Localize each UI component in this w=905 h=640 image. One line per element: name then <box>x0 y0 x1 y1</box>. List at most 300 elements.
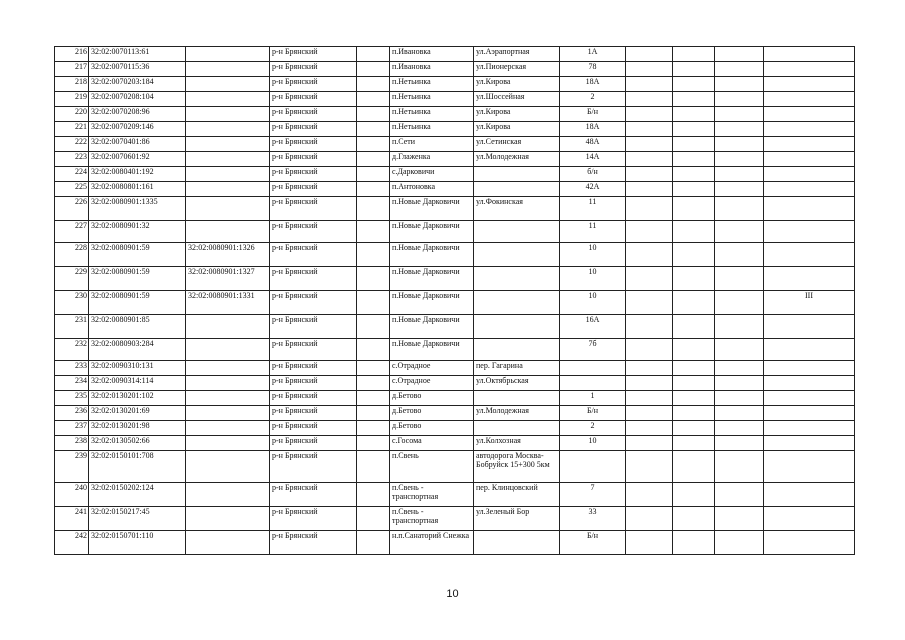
locality: п.Новые Дарковичи <box>390 243 474 267</box>
row-number: 227 <box>55 221 89 243</box>
street <box>474 339 560 361</box>
empty-cell <box>626 267 673 291</box>
row-number: 234 <box>55 376 89 391</box>
street: ул.Шоссейная <box>474 92 560 107</box>
locality: п.Антоновка <box>390 182 474 197</box>
row-number: 241 <box>55 507 89 531</box>
empty-cell <box>357 451 390 483</box>
table-row <box>55 47 855 62</box>
locality: д.Бетово <box>390 406 474 421</box>
empty-cell <box>715 361 764 376</box>
district: р-н Брянский <box>270 62 357 77</box>
cadastral-number: 32:02:0130201:69 <box>89 406 186 421</box>
street: автодорога Москва-Бобруйск 15+300 5км <box>474 451 560 483</box>
empty-cell <box>673 483 715 507</box>
empty-cell <box>673 243 715 267</box>
row-number: 226 <box>55 197 89 221</box>
row-number: 232 <box>55 339 89 361</box>
empty-cell <box>673 339 715 361</box>
district: р-н Брянский <box>270 291 357 315</box>
empty-cell <box>357 291 390 315</box>
district: р-н Брянский <box>270 267 357 291</box>
district: р-н Брянский <box>270 47 357 62</box>
empty-cell <box>715 62 764 77</box>
street <box>474 531 560 555</box>
house-number: 11 <box>560 221 626 243</box>
table-row <box>55 391 855 406</box>
extra-cadastral-number <box>186 152 270 167</box>
street <box>474 221 560 243</box>
cadastral-number: 32:02:0070209:146 <box>89 122 186 137</box>
empty-cell <box>715 406 764 421</box>
district: р-н Брянский <box>270 137 357 152</box>
table-row <box>55 421 855 436</box>
empty-cell <box>715 92 764 107</box>
district: р-н Брянский <box>270 315 357 339</box>
extra-mark <box>764 77 855 92</box>
empty-cell <box>626 421 673 436</box>
district: р-н Брянский <box>270 361 357 376</box>
row-number: 229 <box>55 267 89 291</box>
extra-mark: III <box>764 291 855 315</box>
empty-cell <box>715 421 764 436</box>
empty-cell <box>626 152 673 167</box>
row-number: 217 <box>55 62 89 77</box>
empty-cell <box>626 137 673 152</box>
row-number: 224 <box>55 167 89 182</box>
locality: п.Ивановка <box>390 62 474 77</box>
empty-cell <box>715 107 764 122</box>
table-row <box>55 243 855 267</box>
table-row <box>55 531 855 555</box>
row-number: 233 <box>55 361 89 376</box>
house-number <box>560 361 626 376</box>
extra-cadastral-number <box>186 122 270 137</box>
extra-mark <box>764 451 855 483</box>
house-number: 11 <box>560 197 626 221</box>
table-row <box>55 361 855 376</box>
empty-cell <box>673 152 715 167</box>
street: ул.Фокинская <box>474 197 560 221</box>
house-number: 7б <box>560 339 626 361</box>
house-number: 1 <box>560 391 626 406</box>
cadastral-number: 32:02:0080901:59 <box>89 243 186 267</box>
row-number: 225 <box>55 182 89 197</box>
table-row <box>55 122 855 137</box>
extra-cadastral-number <box>186 361 270 376</box>
empty-cell <box>715 221 764 243</box>
table-row <box>55 107 855 122</box>
empty-cell <box>715 243 764 267</box>
empty-cell <box>626 243 673 267</box>
empty-cell <box>357 339 390 361</box>
extra-cadastral-number <box>186 62 270 77</box>
empty-cell <box>715 152 764 167</box>
row-number: 231 <box>55 315 89 339</box>
cadastral-number: 32:02:0150701:110 <box>89 531 186 555</box>
house-number: 10 <box>560 291 626 315</box>
table-row <box>55 483 855 507</box>
row-number: 238 <box>55 436 89 451</box>
empty-cell <box>626 483 673 507</box>
district: р-н Брянский <box>270 339 357 361</box>
cadastral-number: 32:02:0150101:708 <box>89 451 186 483</box>
cadastral-number: 32:02:0070203:184 <box>89 77 186 92</box>
street: пер. Гагарина <box>474 361 560 376</box>
empty-cell <box>715 182 764 197</box>
cadastral-number: 32:02:0150217:45 <box>89 507 186 531</box>
empty-cell <box>715 77 764 92</box>
table-row <box>55 152 855 167</box>
empty-cell <box>673 92 715 107</box>
empty-cell <box>715 137 764 152</box>
row-number: 230 <box>55 291 89 315</box>
table-row <box>55 315 855 339</box>
extra-cadastral-number <box>186 92 270 107</box>
empty-cell <box>626 182 673 197</box>
cadastral-number: 32:02:0090310:131 <box>89 361 186 376</box>
empty-cell <box>357 421 390 436</box>
locality: п.Сети <box>390 137 474 152</box>
empty-cell <box>715 47 764 62</box>
cadastral-number: 32:02:0150202:124 <box>89 483 186 507</box>
empty-cell <box>357 406 390 421</box>
empty-cell <box>673 47 715 62</box>
extra-cadastral-number <box>186 137 270 152</box>
empty-cell <box>673 197 715 221</box>
cadastral-number: 32:02:0130502:66 <box>89 436 186 451</box>
street <box>474 267 560 291</box>
empty-cell <box>626 122 673 137</box>
extra-cadastral-number <box>186 221 270 243</box>
cadastral-number: 32:02:0080901:85 <box>89 315 186 339</box>
extra-cadastral-number <box>186 107 270 122</box>
extra-cadastral-number <box>186 391 270 406</box>
empty-cell <box>357 62 390 77</box>
empty-cell <box>626 167 673 182</box>
empty-cell <box>357 267 390 291</box>
empty-cell <box>357 243 390 267</box>
empty-cell <box>673 376 715 391</box>
cadastral-number: 32:02:0080901:59 <box>89 267 186 291</box>
locality: п.Свень - транспортная <box>390 483 474 507</box>
district: р-н Брянский <box>270 92 357 107</box>
house-number: б/н <box>560 167 626 182</box>
empty-cell <box>673 291 715 315</box>
extra-mark <box>764 376 855 391</box>
district: р-н Брянский <box>270 107 357 122</box>
district: р-н Брянский <box>270 507 357 531</box>
empty-cell <box>626 451 673 483</box>
district: р-н Брянский <box>270 77 357 92</box>
table-row <box>55 339 855 361</box>
street: ул.Кирова <box>474 122 560 137</box>
empty-cell <box>715 267 764 291</box>
street <box>474 315 560 339</box>
table-row <box>55 197 855 221</box>
table-row <box>55 436 855 451</box>
house-number: 2 <box>560 92 626 107</box>
extra-mark <box>764 167 855 182</box>
empty-cell <box>715 507 764 531</box>
extra-mark <box>764 421 855 436</box>
empty-cell <box>673 507 715 531</box>
extra-mark <box>764 267 855 291</box>
district: р-н Брянский <box>270 531 357 555</box>
empty-cell <box>673 267 715 291</box>
extra-mark <box>764 483 855 507</box>
locality: д.Глаженка <box>390 152 474 167</box>
empty-cell <box>626 77 673 92</box>
row-number: 222 <box>55 137 89 152</box>
locality: д.Бетово <box>390 391 474 406</box>
empty-cell <box>626 436 673 451</box>
empty-cell <box>673 421 715 436</box>
street: ул.Молодежная <box>474 406 560 421</box>
street: ул.Кирова <box>474 77 560 92</box>
street: пер. Клинцовский <box>474 483 560 507</box>
empty-cell <box>357 483 390 507</box>
extra-cadastral-number <box>186 182 270 197</box>
street: ул.Октябрьская <box>474 376 560 391</box>
empty-cell <box>673 167 715 182</box>
cadastral-number: 32:02:0080401:192 <box>89 167 186 182</box>
locality: п.Свень - транспортная <box>390 507 474 531</box>
street: ул.Сетинская <box>474 137 560 152</box>
locality: п.Новые Дарковичи <box>390 221 474 243</box>
empty-cell <box>626 376 673 391</box>
locality: п.Ивановка <box>390 47 474 62</box>
empty-cell <box>673 361 715 376</box>
table-row <box>55 376 855 391</box>
extra-cadastral-number <box>186 197 270 221</box>
empty-cell <box>673 406 715 421</box>
extra-mark <box>764 221 855 243</box>
district: р-н Брянский <box>270 197 357 221</box>
street <box>474 391 560 406</box>
district: р-н Брянский <box>270 483 357 507</box>
table-row <box>55 182 855 197</box>
cadastral-number: 32:02:0080901:59 <box>89 291 186 315</box>
empty-cell <box>357 197 390 221</box>
empty-cell <box>673 182 715 197</box>
extra-cadastral-number <box>186 483 270 507</box>
extra-mark <box>764 47 855 62</box>
registry-table <box>54 46 855 555</box>
extra-mark <box>764 152 855 167</box>
street <box>474 291 560 315</box>
extra-mark <box>764 137 855 152</box>
empty-cell <box>715 483 764 507</box>
street: ул.Зеленый Бор <box>474 507 560 531</box>
locality: п.Нетьинка <box>390 122 474 137</box>
house-number: 10 <box>560 243 626 267</box>
extra-cadastral-number: 32:02:0080901:1331 <box>186 291 270 315</box>
extra-mark <box>764 339 855 361</box>
cadastral-number: 32:02:0070113:61 <box>89 47 186 62</box>
empty-cell <box>357 77 390 92</box>
house-number <box>560 376 626 391</box>
cadastral-number: 32:02:0090314:114 <box>89 376 186 391</box>
cadastral-number: 32:02:0130201:98 <box>89 421 186 436</box>
street: ул.Кирова <box>474 107 560 122</box>
row-number: 235 <box>55 391 89 406</box>
empty-cell <box>715 531 764 555</box>
district: р-н Брянский <box>270 182 357 197</box>
cadastral-number: 32:02:0130201:102 <box>89 391 186 406</box>
empty-cell <box>357 47 390 62</box>
locality: с.Дарковичи <box>390 167 474 182</box>
row-number: 216 <box>55 47 89 62</box>
extra-cadastral-number <box>186 77 270 92</box>
empty-cell <box>715 376 764 391</box>
row-number: 239 <box>55 451 89 483</box>
street: ул.Колхозная <box>474 436 560 451</box>
empty-cell <box>357 391 390 406</box>
locality: с.Госома <box>390 436 474 451</box>
locality: п.Новые Дарковичи <box>390 315 474 339</box>
cadastral-number: 32:02:0070208:104 <box>89 92 186 107</box>
house-number: 10 <box>560 267 626 291</box>
empty-cell <box>357 436 390 451</box>
row-number: 242 <box>55 531 89 555</box>
extra-cadastral-number: 32:02:0080901:1326 <box>186 243 270 267</box>
empty-cell <box>673 221 715 243</box>
table-row <box>55 406 855 421</box>
extra-mark <box>764 315 855 339</box>
empty-cell <box>673 122 715 137</box>
table-row <box>55 221 855 243</box>
empty-cell <box>626 361 673 376</box>
street <box>474 243 560 267</box>
locality: н.п.Санаторий Снежка <box>390 531 474 555</box>
cadastral-number: 32:02:0080903:284 <box>89 339 186 361</box>
street <box>474 182 560 197</box>
empty-cell <box>715 122 764 137</box>
cadastral-number: 32:02:0080901:1335 <box>89 197 186 221</box>
empty-cell <box>673 391 715 406</box>
empty-cell <box>357 361 390 376</box>
row-number: 218 <box>55 77 89 92</box>
empty-cell <box>626 62 673 77</box>
house-number: 18А <box>560 77 626 92</box>
extra-cadastral-number <box>186 531 270 555</box>
empty-cell <box>626 339 673 361</box>
cadastral-number: 32:02:0070115:36 <box>89 62 186 77</box>
empty-cell <box>626 197 673 221</box>
house-number: 1А <box>560 47 626 62</box>
extra-mark <box>764 107 855 122</box>
table-row <box>55 291 855 315</box>
empty-cell <box>626 391 673 406</box>
locality: п.Нетьинка <box>390 92 474 107</box>
locality: п.Новые Дарковичи <box>390 291 474 315</box>
extra-mark <box>764 507 855 531</box>
locality: п.Нетьинка <box>390 107 474 122</box>
empty-cell <box>673 315 715 339</box>
empty-cell <box>357 152 390 167</box>
street <box>474 421 560 436</box>
empty-cell <box>673 137 715 152</box>
district: р-н Брянский <box>270 421 357 436</box>
empty-cell <box>357 92 390 107</box>
table-row <box>55 92 855 107</box>
district: р-н Брянский <box>270 167 357 182</box>
locality: п.Свень <box>390 451 474 483</box>
extra-cadastral-number <box>186 47 270 62</box>
extra-mark <box>764 92 855 107</box>
district: р-н Брянский <box>270 152 357 167</box>
district: р-н Брянский <box>270 436 357 451</box>
extra-cadastral-number: 32:02:0080901:1327 <box>186 267 270 291</box>
table-row <box>55 77 855 92</box>
street: ул.Пионерская <box>474 62 560 77</box>
locality: п.Нетьинка <box>390 77 474 92</box>
district: р-н Брянский <box>270 391 357 406</box>
house-number: 33 <box>560 507 626 531</box>
locality: с.Отрадное <box>390 376 474 391</box>
row-number: 236 <box>55 406 89 421</box>
house-number: 48А <box>560 137 626 152</box>
table-row <box>55 137 855 152</box>
locality: п.Новые Дарковичи <box>390 267 474 291</box>
empty-cell <box>715 197 764 221</box>
house-number: 2 <box>560 421 626 436</box>
empty-cell <box>715 451 764 483</box>
row-number: 221 <box>55 122 89 137</box>
district: р-н Брянский <box>270 122 357 137</box>
house-number: Б/н <box>560 406 626 421</box>
cadastral-number: 32:02:0080801:161 <box>89 182 186 197</box>
extra-cadastral-number <box>186 436 270 451</box>
row-number: 220 <box>55 107 89 122</box>
cadastral-number: 32:02:0080901:32 <box>89 221 186 243</box>
extra-cadastral-number <box>186 167 270 182</box>
empty-cell <box>357 122 390 137</box>
empty-cell <box>715 167 764 182</box>
empty-cell <box>357 315 390 339</box>
locality: п.Новые Дарковичи <box>390 197 474 221</box>
empty-cell <box>626 92 673 107</box>
district: р-н Брянский <box>270 451 357 483</box>
empty-cell <box>357 182 390 197</box>
house-number: 14А <box>560 152 626 167</box>
empty-cell <box>673 531 715 555</box>
empty-cell <box>715 315 764 339</box>
cadastral-number: 32:02:0070401:86 <box>89 137 186 152</box>
empty-cell <box>673 436 715 451</box>
empty-cell <box>626 315 673 339</box>
extra-cadastral-number <box>186 507 270 531</box>
empty-cell <box>715 291 764 315</box>
empty-cell <box>673 62 715 77</box>
empty-cell <box>626 531 673 555</box>
street: ул.Аэрапортная <box>474 47 560 62</box>
extra-mark <box>764 391 855 406</box>
district: р-н Брянский <box>270 243 357 267</box>
extra-cadastral-number <box>186 451 270 483</box>
house-number: 42А <box>560 182 626 197</box>
empty-cell <box>626 291 673 315</box>
row-number: 237 <box>55 421 89 436</box>
locality: д.Бетово <box>390 421 474 436</box>
locality: п.Новые Дарковичи <box>390 339 474 361</box>
table-row <box>55 507 855 531</box>
extra-cadastral-number <box>186 406 270 421</box>
empty-cell <box>626 221 673 243</box>
extra-mark <box>764 361 855 376</box>
empty-cell <box>357 221 390 243</box>
